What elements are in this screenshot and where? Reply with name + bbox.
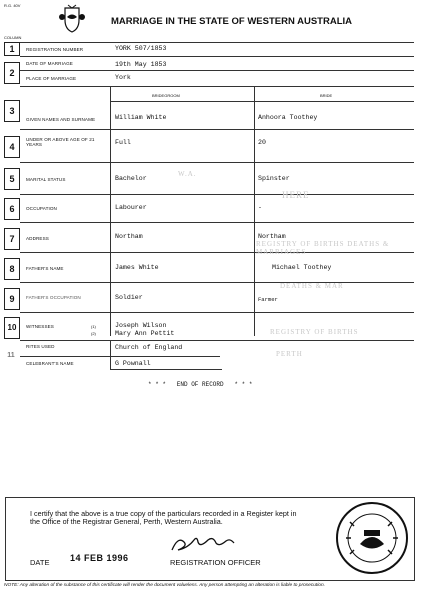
field-label: GIVEN NAMES AND SURNAME [26, 117, 96, 122]
field-label: FATHER'S NAME [26, 266, 64, 271]
field-label: PLACE OF MARRIAGE [26, 76, 77, 81]
witness-1-number: (1) [91, 324, 96, 329]
row-number: 7 [4, 228, 20, 250]
bride-father-value: Michael Toothey [272, 264, 332, 271]
groom-father-value: James White [115, 264, 159, 271]
bride-age-value: 20 [258, 139, 266, 146]
row-number: 9 [4, 288, 20, 310]
field-label: RITES USED [26, 344, 55, 349]
row-number: 11 [7, 352, 15, 359]
signature-icon [168, 532, 248, 556]
footer-note: NOTE: Any alteration of the substance of this certificate will render the document valueless. Any person attempting an alteration is liable to prosecution. [4, 583, 325, 588]
bride-header: BRIDE [320, 93, 333, 98]
bridegroom-header: BRIDEGROOM [152, 93, 180, 98]
bride-name-value: Anhoora Toothey [258, 114, 318, 121]
date-label: DATE [30, 558, 50, 567]
field-label: FATHER'S OCCUPATION [26, 295, 81, 300]
groom-address-value: Northam [115, 233, 143, 240]
witness-1-value: Joseph Wilson [115, 322, 167, 329]
rites-used-value: Church of England [115, 344, 183, 351]
field-label: CELEBRANT'S NAME [26, 361, 74, 366]
witness-2-number: (2) [91, 331, 96, 336]
column-label: COLUMN [4, 35, 22, 40]
bride-address-value: Northam [258, 233, 286, 240]
field-label: ADDRESS [26, 236, 49, 241]
field-label: UNDER OR ABOVE AGE OF 21 YEARS [26, 137, 95, 147]
row-number: 2 [4, 62, 20, 84]
row-number: 3 [4, 100, 20, 122]
field-label: MARITAL STATUS [26, 177, 66, 182]
row-number: 1 [4, 42, 20, 56]
row-number: 8 [4, 258, 20, 280]
form-code: R.G. 40V [4, 3, 21, 8]
row-number: 6 [4, 198, 20, 220]
row-number: 4 [4, 136, 20, 158]
celebrant-name-value: G Pownall [115, 360, 151, 367]
bride-occupation-value: - [258, 204, 262, 211]
field-label: WITNESSES [26, 324, 54, 329]
registration-officer-label: REGISTRATION OFFICER [170, 558, 261, 567]
registration-number-value: YORK 507/1853 [115, 45, 167, 52]
registrar-seal-icon [334, 500, 410, 576]
certify-text: I certify that the above is a true copy of the particulars recorded in a Register kept in the Office of the Registrar General, Perth, Western Australia. [30, 509, 297, 527]
witness-2-value: Mary Ann Pettit [115, 330, 175, 337]
groom-age-value: Full [115, 139, 131, 146]
coat-of-arms-icon [56, 3, 88, 35]
page-title: MARRIAGE IN THE STATE OF WESTERN AUSTRALIA [111, 16, 353, 27]
bride-father-occupation-value: Farmer [258, 296, 278, 303]
groom-father-occupation-value: Soldier [115, 294, 143, 301]
row-number: 10 [4, 317, 20, 339]
end-of-record: * * * END OF RECORD * * * [148, 381, 253, 388]
groom-name-value: William White [115, 114, 167, 121]
date-of-marriage-value: 19th May 1853 [115, 61, 167, 68]
row-number: 5 [4, 168, 20, 190]
place-of-marriage-value: York [115, 74, 131, 81]
groom-status-value: Bachelor [115, 175, 147, 182]
groom-occupation-value: Labourer [115, 204, 147, 211]
certificate-date: 14 FEB 1996 [70, 553, 129, 563]
field-label: OCCUPATION [26, 206, 57, 211]
field-label: DATE OF MARRIAGE [26, 61, 73, 66]
bride-status-value: Spinster [258, 175, 290, 182]
field-label: REGISTRATION NUMBER [26, 47, 84, 52]
watermark-text: REGISTRY OF BIRTHS DEATHS & MARRIAGES [256, 240, 390, 256]
